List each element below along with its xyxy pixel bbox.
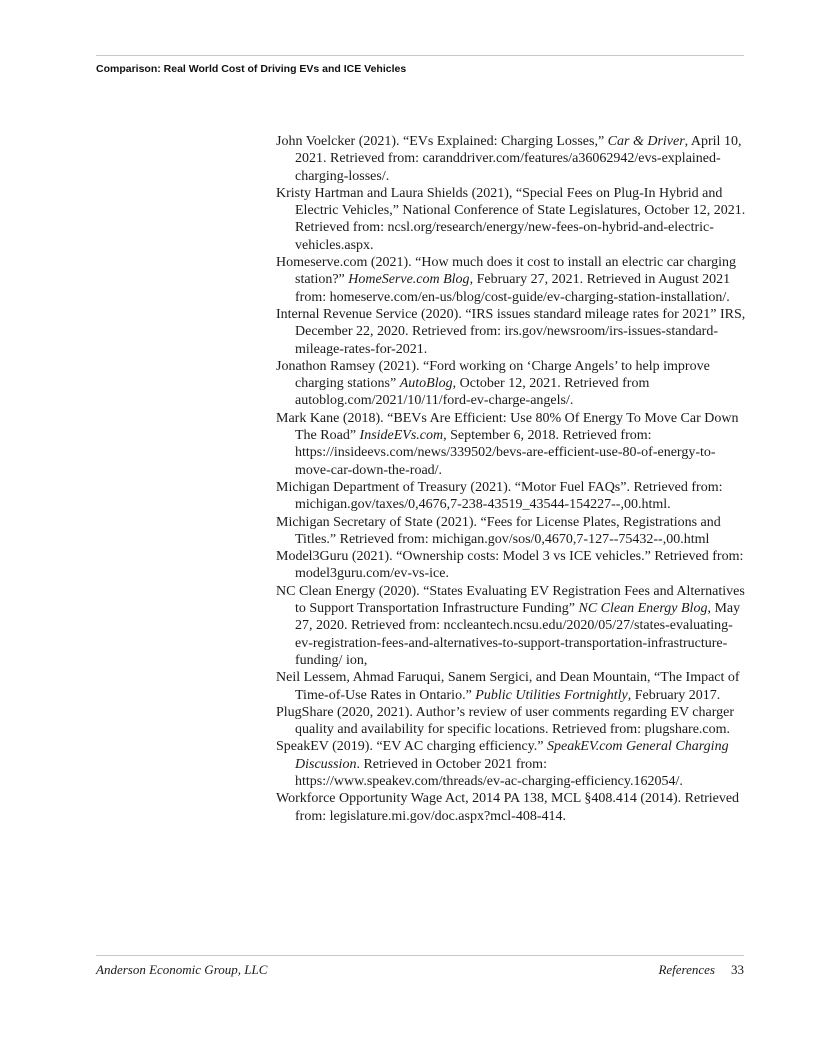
header-rule	[96, 55, 744, 56]
page-number: 33	[731, 962, 744, 977]
reference-item: Michigan Secretary of State (2021). “Fees for License Plates, Registrations and Titles.” Retrieved from: michigan.gov/sos/0,4670,7-127--75432--,00.html	[276, 514, 721, 547]
references-list	[276, 133, 746, 825]
reference-item: Workforce Opportunity Wage Act, 2014 PA 138, MCL §408.414 (2014). Retrieved from: legislature.mi.gov/doc.aspx?mcl-408-414.	[276, 791, 740, 824]
footer-section: References	[658, 962, 715, 977]
footer-organization: Anderson Economic Group, LLC	[96, 962, 268, 977]
reference-item: Jonathon Ramsey (2021). “Ford working on ‘Charge Angels’ to help improve charging stations” AutoBlog, October 12, 2021. Retrieved from autoblog.com/2021/10/11/ford-ev-charge-angels/.	[276, 358, 710, 409]
reference-item: Model3Guru (2021). “Ownership costs: Model 3 vs ICE vehicles.” Retrieved from: model3guru.com/ev-vs-ice.	[276, 549, 744, 582]
reference-item: Mark Kane (2018). “BEVs Are Efficient: Use 80% Of Energy To Move Car Down The Road” InsideEVs.com, September 6, 2018. Retrieved from: https://insideevs.com/news/339502/bevs-are-efficient-use-80-of-energy-to-move-car-down-the-road/.	[276, 410, 739, 478]
footer-rule	[96, 955, 744, 956]
reference-item: NC Clean Energy (2020). “States Evaluating EV Registration Fees and Alternatives to Support Transportation Infrastructure Funding” NC Clean Energy Blog, May 27, 2020. Retrieved from: nccleantech.ncsu.edu/2020/05/27/states-evaluating-ev-registration-fees-and-alternatives-to-support-transportation-infrastructure-funding/ ion,	[276, 583, 745, 668]
reference-item: John Voelcker (2021). “EVs Explained: Charging Losses,” Car & Driver, April 10, 2021. Retrieved from: caranddriver.com/features/a36062942/evs-explained-charging-losses/.	[276, 134, 742, 184]
reference-item: Kristy Hartman and Laura Shields (2021), “Special Fees on Plug-In Hybrid and Electric Vehicles,” National Conference of State Legislatures, October 12, 2021. Retrieved from: ncsl.org/research/energy/new-fees-on-hybrid-and-electric-vehicles.aspx.	[276, 185, 746, 253]
reference-item: Neil Lessem, Ahmad Faruqui, Sanem Sergici, and Dean Mountain, “The Impact of Time-of-Use Rates in Ontario.” Public Utilities Fortnightly, February 2017.	[276, 670, 740, 703]
reference-item: Internal Revenue Service (2020). “IRS issues standard mileage rates for 2021” IRS, December 22, 2020. Retrieved from: irs.gov/newsroom/irs-issues-standard-mileage-rates-for-2021.	[276, 306, 746, 357]
reference-item: SpeakEV (2019). “EV AC charging efficiency.” SpeakEV.com General Charging Discussion. Retrieved in October 2021 from: https://www.speakev.com/threads/ev-ac-charging-efficiency.162054/.	[276, 739, 729, 789]
footer-page-info	[658, 962, 744, 978]
reference-item: Michigan Department of Treasury (2021). “Motor Fuel FAQs”. Retrieved from: michigan.gov/taxes/0,4676,7-238-43519_43544-154227--,00.html.	[276, 479, 723, 513]
running-header: Comparison: Real World Cost of Driving EVs and ICE Vehicles	[96, 63, 407, 75]
reference-item: PlugShare (2020, 2021). Author’s review of user comments regarding EV charger quality and availability for specific locations. Retrieved from: plugshare.com.	[276, 704, 735, 738]
reference-item: Homeserve.com (2021). “How much does it cost to install an electric car charging station?” HomeServe.com Blog, February 27, 2021. Retrieved in August 2021 from: homeserve.com/en-us/blog/cost-guide/ev-charging-station-installation/.	[276, 255, 737, 305]
